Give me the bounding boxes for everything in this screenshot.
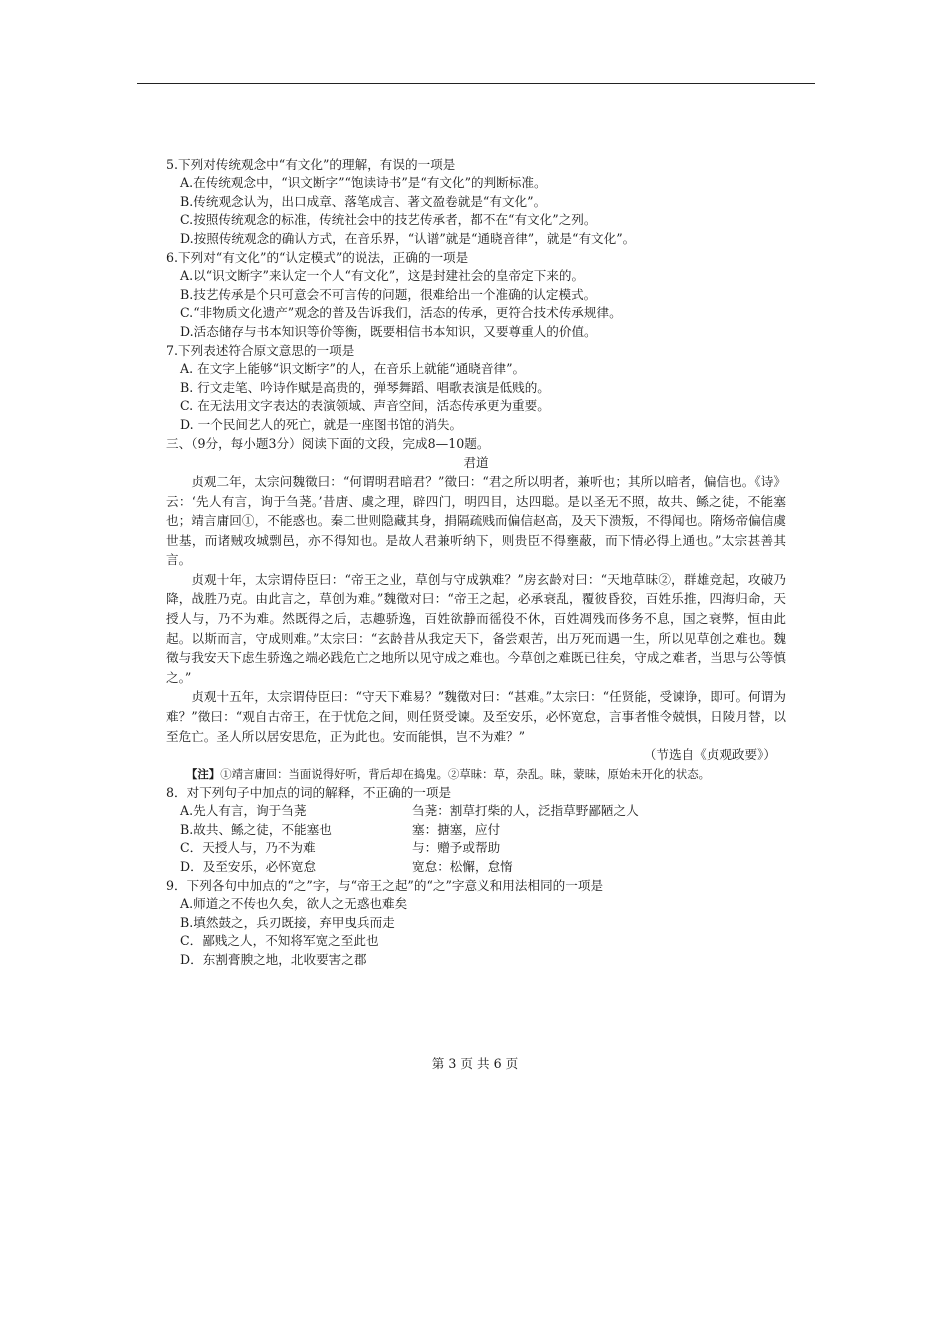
q8-option-b: B.故共、鲧之徒，不能塞也	[180, 821, 332, 837]
page-number: 第 3 页 共 6 页	[431, 1056, 519, 1071]
q8-option-d-gloss: 宽怠：松懈，怠惰	[412, 858, 513, 874]
q6-stem: 6.下列对“有文化”的“认定模式”的说法，正确的一项是	[166, 250, 469, 266]
exam-content	[166, 155, 786, 969]
passage-title: 君道	[463, 454, 489, 470]
q9-option-c: C．鄙贱之人，不知将军宽之至此也	[180, 933, 379, 949]
q6-option-d: D.活态储存与书本知识等价等衡，既要相信书本知识，又要尊重人的价值。	[180, 323, 597, 339]
footnote-label: 【注】	[186, 766, 221, 781]
passage-paragraph-3: 贞观十五年，太宗谓侍臣曰：“守天下难易？”魏徵对曰：“甚难。”太宗曰：“任贤能，受谏诤，即可。何谓为难？”徵曰：“观自古帝王，在于忧危之间，则任贤受谏。及至安乐，必怀宽怠，言事者惟令兢惧，日陵月替，以至危亡。圣人所以居安思危，正为此也。安而能惧，岂不为难？”	[166, 689, 786, 744]
q8-options	[166, 802, 786, 876]
q7-option-b: B. 行文走笔、吟诗作赋是高贵的，弹琴舞蹈、唱歌表演是低贱的。	[180, 379, 550, 395]
passage-paragraph-2: 贞观十年，太宗谓侍臣曰：“帝王之业，草创与守成孰难？”房玄龄对曰：“天地草昧②，群雄竞起，攻破乃降，战胜乃克。由此言之，草创为难。”魏徵对曰：“帝王之起，必承衰乱，覆彼昏狡，百姓乐推，四海归命，天授人与，乃不为难。然既得之后，志趣骄逸，百姓欲静而徭役不休，百姓凋残而侈务不息，国之衰弊，恒由此起。以斯而言，守成则难。”太宗曰：“玄龄昔从我定天下，备尝艰苦，出万死而遇一生，所以见草创之难也。魏徵与我安天下虑生骄逸之端必践危亡之地所以见守成之难也。今草创之难既已往矣，守成之难者，当思与公等慎之。”	[166, 571, 786, 685]
q5-stem: 5.下列对传统观念中“有文化”的理解，有误的一项是	[166, 157, 456, 172]
q9-stem: 9．下列各句中加点的“之”字，与“帝王之起”的“之”字意义和用法相同的一项是	[166, 878, 604, 894]
q6-option-b: B.技艺传承是个只可意会不可言传的问题，很难给出一个准确的认定模式。	[180, 286, 597, 302]
q9-option-b: B.填然鼓之，兵刃既接，弃甲曳兵而走	[180, 914, 395, 930]
q7-option-c: C. 在无法用文字表达的表演领域、声音空间，活态传承更为重要。	[180, 398, 550, 414]
q8-option-a-gloss: 刍荛：割草打柴的人，泛指草野鄙陋之人	[412, 803, 639, 819]
q7-option-a: A. 在文字上能够“识文断字”的人，在音乐上就能“通晓音律”。	[180, 361, 526, 377]
q5-option-b: B.传统观念认为，出口成章、落笔成言、著文盈卷就是“有文化”。	[180, 193, 547, 209]
footnote-text: ①靖言庸回：当面说得好听，背后却在捣鬼。②草昧：草，杂乱。昧，蒙昧，原始未开化的状态。	[220, 766, 710, 781]
section3-heading: 三、（9分，每小题3分）阅读下面的文段，完成8—10题。	[166, 436, 490, 452]
header-rule	[137, 83, 815, 84]
q6-option-c: C.“非物质文化遗产”观念的普及告诉我们，活态的传承，更符合技术传承规律。	[180, 305, 622, 321]
q5-option-c: C.按照传统观念的标准，传统社会中的技艺传承者，都不在“有文化”之列。	[180, 212, 597, 228]
passage-paragraph-1: 贞观二年，太宗问魏徵曰：“何谓明君暗君？”徵曰：“君之所以明者，兼听也；其所以暗者，偏信也。《诗》云：‘先人有言，询于刍荛。’昔唐、虞之理，辟四门，明四目，达四聪。是以圣无不照，故共、鲧之徒，不能塞也；靖言庸回①，不能惑也。秦二世则隐藏其身，捐隔疏贱而偏信赵高，及天下溃叛，不得闻也。隋炀帝偏信虞世基，而诸贼攻城剽邑，亦不得知也。是故人君兼听纳下，则贵臣不得壅蔽，而下情必得上通也。”太宗甚善其言。	[166, 473, 786, 568]
q9-option-d: D．东割膏腴之地，北收要害之郡	[180, 951, 367, 967]
q5-option-d: D.按照传统观念的确认方式，在音乐界，“认谱”就是“通晓音律”，就是“有文化”。	[180, 230, 636, 246]
q6-option-a: A.以“识文断字”来认定一个人“有文化”，这是封建社会的皇帝定下来的。	[180, 268, 585, 284]
passage-source: （节选自《贞观政要》）	[643, 747, 776, 763]
q7-stem: 7.下列表述符合原文意思的一项是	[166, 343, 355, 359]
q8-option-c-gloss: 与：赠予或帮助	[412, 840, 501, 856]
footnote	[166, 765, 786, 783]
q7-option-d: D. 一个民间艺人的死亡，就是一座图书馆的消失。	[180, 416, 463, 432]
q5-option-a: A.在传统观念中，“识文断字”“饱读诗书”是“有文化”的判断标准。	[180, 175, 547, 191]
passage-body	[166, 472, 786, 746]
q8-option-c: C．天授人与，乃不为难	[180, 840, 316, 856]
q8-option-b-gloss: 塞：搪塞，应付	[412, 821, 501, 837]
q8-option-d: D．及至安乐，必怀宽怠	[180, 858, 317, 874]
q9-option-a: A.师道之不传也久矣，欲人之无惑也难矣	[180, 896, 408, 912]
q8-stem: 8．对下列句子中加点的词的解释，不正确的一项是	[166, 785, 452, 801]
q8-option-a: A.先人有言，询于刍荛	[180, 803, 307, 819]
